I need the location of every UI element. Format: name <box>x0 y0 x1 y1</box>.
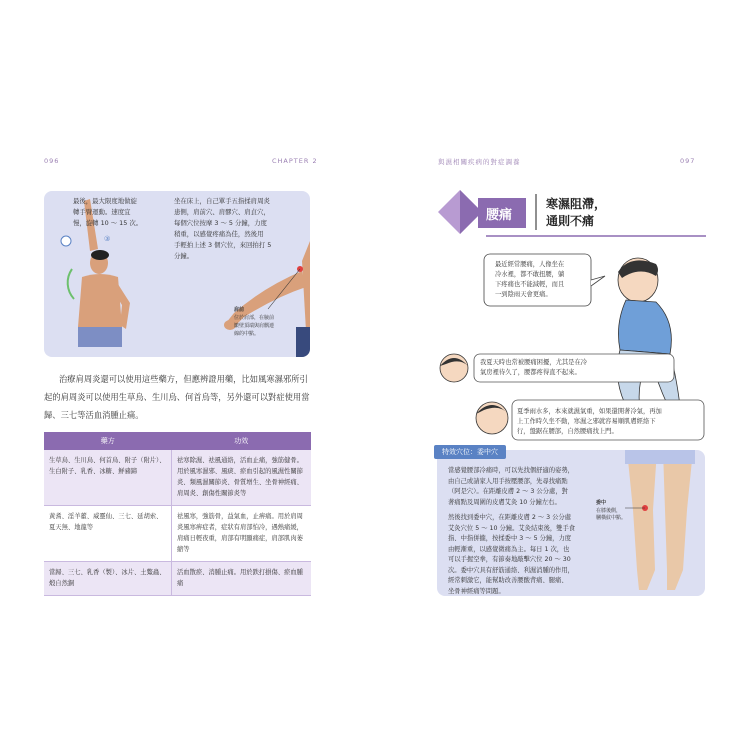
exercise-illustration-panel <box>44 191 310 357</box>
step-number: ③ <box>104 235 111 243</box>
speech-bubble-2: 我夏天時也常被腰痛困擾，尤其是在冷 氣房裡待久了，腰都疼得直不起來。 <box>480 359 588 376</box>
weizhong-point-label: 委中 在膝後側， 膕橫紋中點。 <box>596 500 627 521</box>
right-page-number: 097 <box>680 157 696 165</box>
table-header-remedy: 藥方 <box>44 432 172 450</box>
exercise-caption-1: 最後，最大限度地做旋 轉手臂運動。速度宜 慢，旋轉 10 ～ 15 次。 <box>73 197 143 227</box>
speech-bubble-3: 夏季雨水多，本來就濕氣重，如果還開著冷氣，再加 上工作時久坐不動，寒濕之邪就容易順肌膚經絡下 行，盤踞在腰部，自然腰痛找上門。 <box>517 408 662 435</box>
remedy-table <box>44 432 311 596</box>
acupoint-label: 肩前 位於肩部，在腋前 皺壁頂端與肩髃連 線的中點。 <box>234 307 275 337</box>
exercise-caption-2: 坐在床上，自己單手五指揉肩周炎 患側，肩前穴、肩髎穴、肩貞穴， 每個穴位按摩 3 ～ 5 分鐘，力度 稍重，以感覺疼痛為佳，然後用 手輕拍上述 3 個穴位，來回拍打 5 分鐘。 <box>174 197 272 260</box>
body-paragraph: 治療肩周炎還可以使用這些藥方，但應辨證用藥，比如風寒濕邪所引起的肩周炎可以使用生草烏、生川烏、何首烏等，另外還可以對症使用當歸、三七等活血消腫止痛。 <box>44 374 310 420</box>
speech-bubble-1: 最近經常腰痛，人像坐在 冷水裡，都不敢扭腰，躺 下疼痛也不能減輕，而且 一到陰雨天會更痛。 <box>495 261 565 298</box>
section-subtitle: 寒濕阻滯， 通則不痛 <box>546 197 607 228</box>
table-header-effect: 功效 <box>172 432 312 450</box>
table-cell: 黃耆、淫羊藿、威靈仙、三七、延胡索、夏天無、地龍等 <box>44 506 172 562</box>
acupoint-text-1: 當感覺腰部冷痛時，可以先找個舒適的姿勢， 由自己或請家人用手按壓腰部，先尋找痛點 （阿是穴）。在距離皮膚 2 ～ 3 公分處，對 著痛點及周圍的皮膚艾灸 10 分鐘左右。 <box>448 467 574 506</box>
legs-illustration <box>617 450 705 596</box>
acupoint-label-tag: 特效穴位：委中穴 <box>434 445 506 459</box>
right-header-title: 與濕相關疾病的對症調養 <box>438 158 521 166</box>
table-row <box>44 562 311 596</box>
table-cell: 活血散瘀、消腫止痛。用於跌打損傷、瘀血腫痛 <box>172 562 312 596</box>
table-cell: 生草烏、生川烏、何首烏、附子（附片）、生白附子、乳香、冰糖、鮮豬蹄 <box>44 450 172 506</box>
left-page-number: 096 <box>44 157 60 165</box>
table-cell: 祛風寒，強筋骨，益氣血，止痹痛。用於肩周炎風寒痹症者，症狀有肩部怕冷，遇熱痛緩，肩痛日輕夜重，肩部有明顯痛症，肩部肌肉萎縮等 <box>172 506 312 562</box>
table-row <box>44 450 311 506</box>
table-cell: 當歸、三七、乳香（製）、冰片、土鱉蟲、煅自然銅 <box>44 562 172 596</box>
table-row <box>44 506 311 562</box>
table-cell: 祛寒除濕、祛風通絡，活血止痛，強筋健骨。用於風寒濕邪、風痰、瘀血引起的風濕性關節炎、類風濕關節炎、骨質增生、坐骨神經痛、肩周炎、創傷性關節炎等 <box>172 450 312 506</box>
chapter-label: CHAPTER 2 <box>272 157 318 165</box>
acupoint-text-2: 然後找到委中穴，在距離皮膚 2 ～ 3 公分處 艾灸穴位 5 ～ 10 分鐘。艾灸結束後，雙手食 指、中指併攏，按揉委中 3 ～ 5 分鐘，力度 由輕漸重，以感覺微痛為主。每日 1 次，也 可以手握空拳，有節奏地敲擊穴位 20 ～ 30 次。委中穴具有舒筋通絡、利濕消腫的作用， 經常刺激它，能幫助改善腰酸背痛、腿痛、 坐骨神經痛等問題。 <box>448 514 576 595</box>
section-title: 腰痛 <box>486 208 513 223</box>
